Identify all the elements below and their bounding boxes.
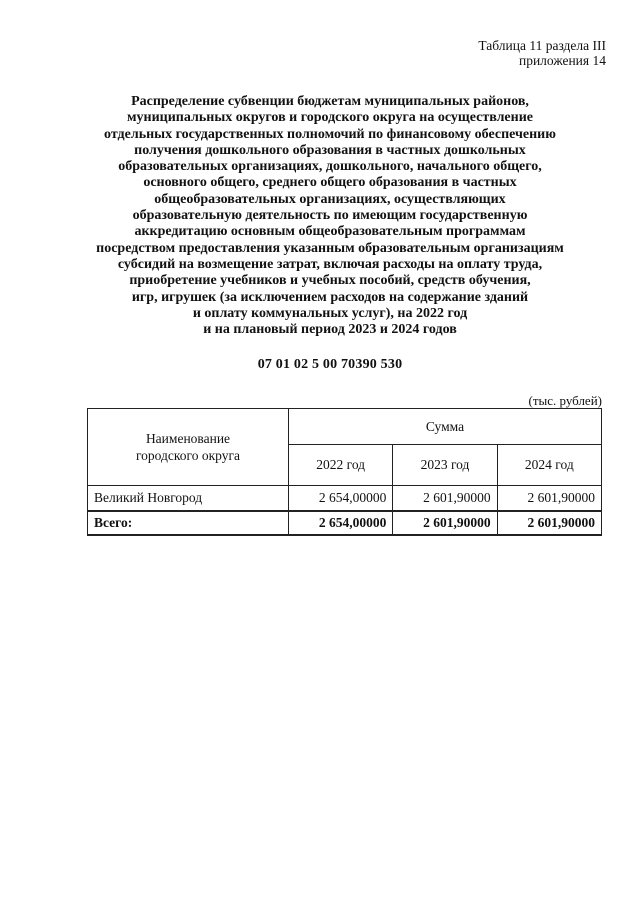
total-2024-cell: 2 601,90000	[497, 511, 601, 535]
total-row	[88, 511, 602, 535]
column-header-name-line-1: Наименование	[145, 431, 231, 446]
subvention-table	[87, 408, 602, 536]
total-2022-cell: 2 654,00000	[289, 511, 393, 535]
table-header-row	[88, 409, 602, 445]
title-line: образовательных организациях, дошкольного, начального общего,	[118, 159, 542, 175]
title-line: муниципальных округов и городского округа на осуществление	[127, 110, 533, 126]
units-label: (тыс. рублей)	[528, 393, 602, 408]
document-title	[60, 94, 600, 338]
title-line: и оплату коммунальных услуг), на 2022 год	[192, 305, 468, 321]
amount-2022-cell: 2 654,00000	[289, 486, 393, 512]
row-name-cell: Великий Новгород	[88, 486, 289, 512]
total-label-cell: Всего:	[88, 511, 289, 535]
table-row	[88, 486, 602, 512]
column-header-name	[88, 409, 289, 486]
title-line: и на плановый период 2023 и 2024 годов	[203, 322, 457, 338]
amount-2024-cell: 2 601,90000	[497, 486, 601, 512]
appendix-reference-line-1: Таблица 11 раздела III	[478, 38, 606, 53]
title-line: аккредитацию основным общеобразовательным программам	[134, 224, 526, 240]
title-line: получения дошкольного образования в частных дошкольных	[134, 142, 526, 158]
title-line: игр, игрушек (за исключением расходов на содержание зданий	[131, 289, 529, 305]
title-line: приобретение учебников и учебных пособий, средств обучения,	[129, 273, 531, 289]
title-line: общеобразовательных организациях, осуществляющих	[154, 191, 506, 207]
total-2023-cell: 2 601,90000	[393, 511, 497, 535]
column-header-year-2022: 2022 год	[289, 445, 393, 486]
title-line: образовательную деятельность по имеющим государственную	[132, 208, 528, 224]
title-line: Распределение субвенции бюджетам муниципальных районов,	[131, 94, 529, 109]
title-line: посредством предоставления указанным образовательным организациям	[96, 240, 564, 256]
budget-classification-code: 07 01 02 5 00 70390 530	[257, 357, 403, 372]
amount-2023-cell: 2 601,90000	[393, 486, 497, 512]
title-line: отдельных государственных полномочий по финансовому обеспечению	[104, 126, 556, 142]
title-line: субсидий на возмещение затрат, включая расходы на оплату труда,	[117, 256, 543, 272]
column-header-year-2024: 2024 год	[497, 445, 601, 486]
appendix-reference-line-2: приложения 14	[518, 53, 606, 68]
title-line: основного общего, среднего общего образования в частных	[143, 175, 517, 191]
column-header-name-line-2: городского округа	[135, 448, 241, 463]
column-header-sum: Сумма	[289, 409, 602, 445]
appendix-reference	[478, 38, 606, 68]
column-header-year-2023: 2023 год	[393, 445, 497, 486]
